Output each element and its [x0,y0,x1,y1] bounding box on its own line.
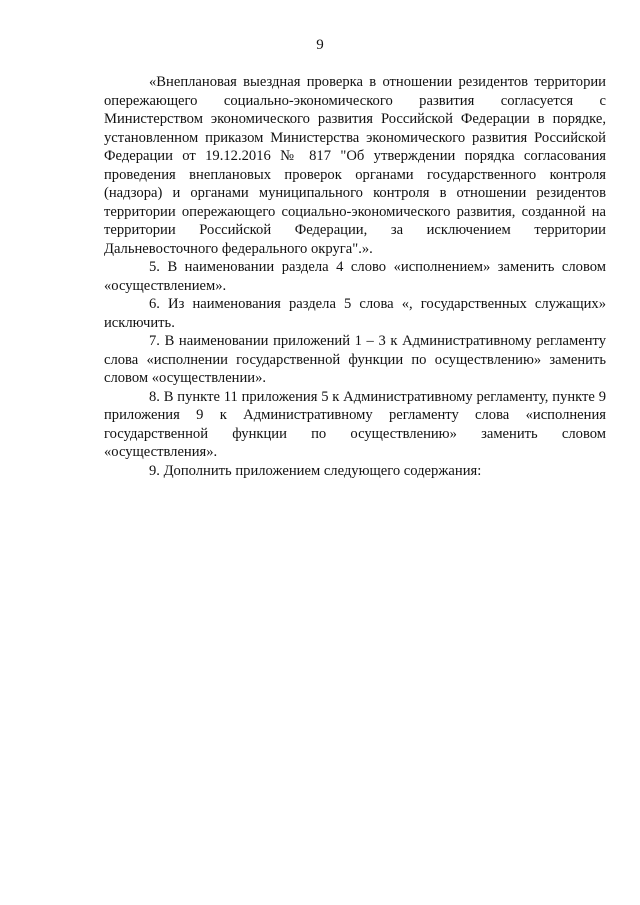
document-body [104,73,606,480]
paragraph-item-6: 6. Из наименования раздела 5 слова «, государственных служащих» исключить. [104,296,606,331]
page-number: 9 [316,37,324,53]
paragraph-item-7: 7. В наименовании приложений 1 – 3 к Административному регламенту слова «исполнении государственной функции по осуществлению» заменить словом «осуществлении». [104,333,606,386]
paragraph-item-8: 8. В пункте 11 приложения 5 к Административному регламенту, пункте 9 приложения 9 к Административному регламенту слова «исполнения государственной функции по осуществлению» заменить словом «осуществления». [104,388,606,460]
paragraph-inspection-coordination: «Внеплановая выездная проверка в отношении резидентов территории опережающего социально-экономического развития согласуется с Министерством экономического развития Российской Федерации в порядке, установленном приказом Министерства экономического развития Российской Федерации от 19.12.2016 № 817 "Об утверждении порядка согласования проведения внеплановых проверок органами государственного контроля (надзора) и органами муниципального контроля в отношении резидентов территории опережающего социально-экономического развития, созданной на территории Российской Федерации, за исключением территории Дальневосточного федерального округа".». [104,74,606,257]
paragraph-item-9: 9. Дополнить приложением следующего содержания: [149,462,482,479]
paragraph-item-5: 5. В наименовании раздела 4 слово «исполнением» заменить словом «осуществлением». [104,259,606,294]
